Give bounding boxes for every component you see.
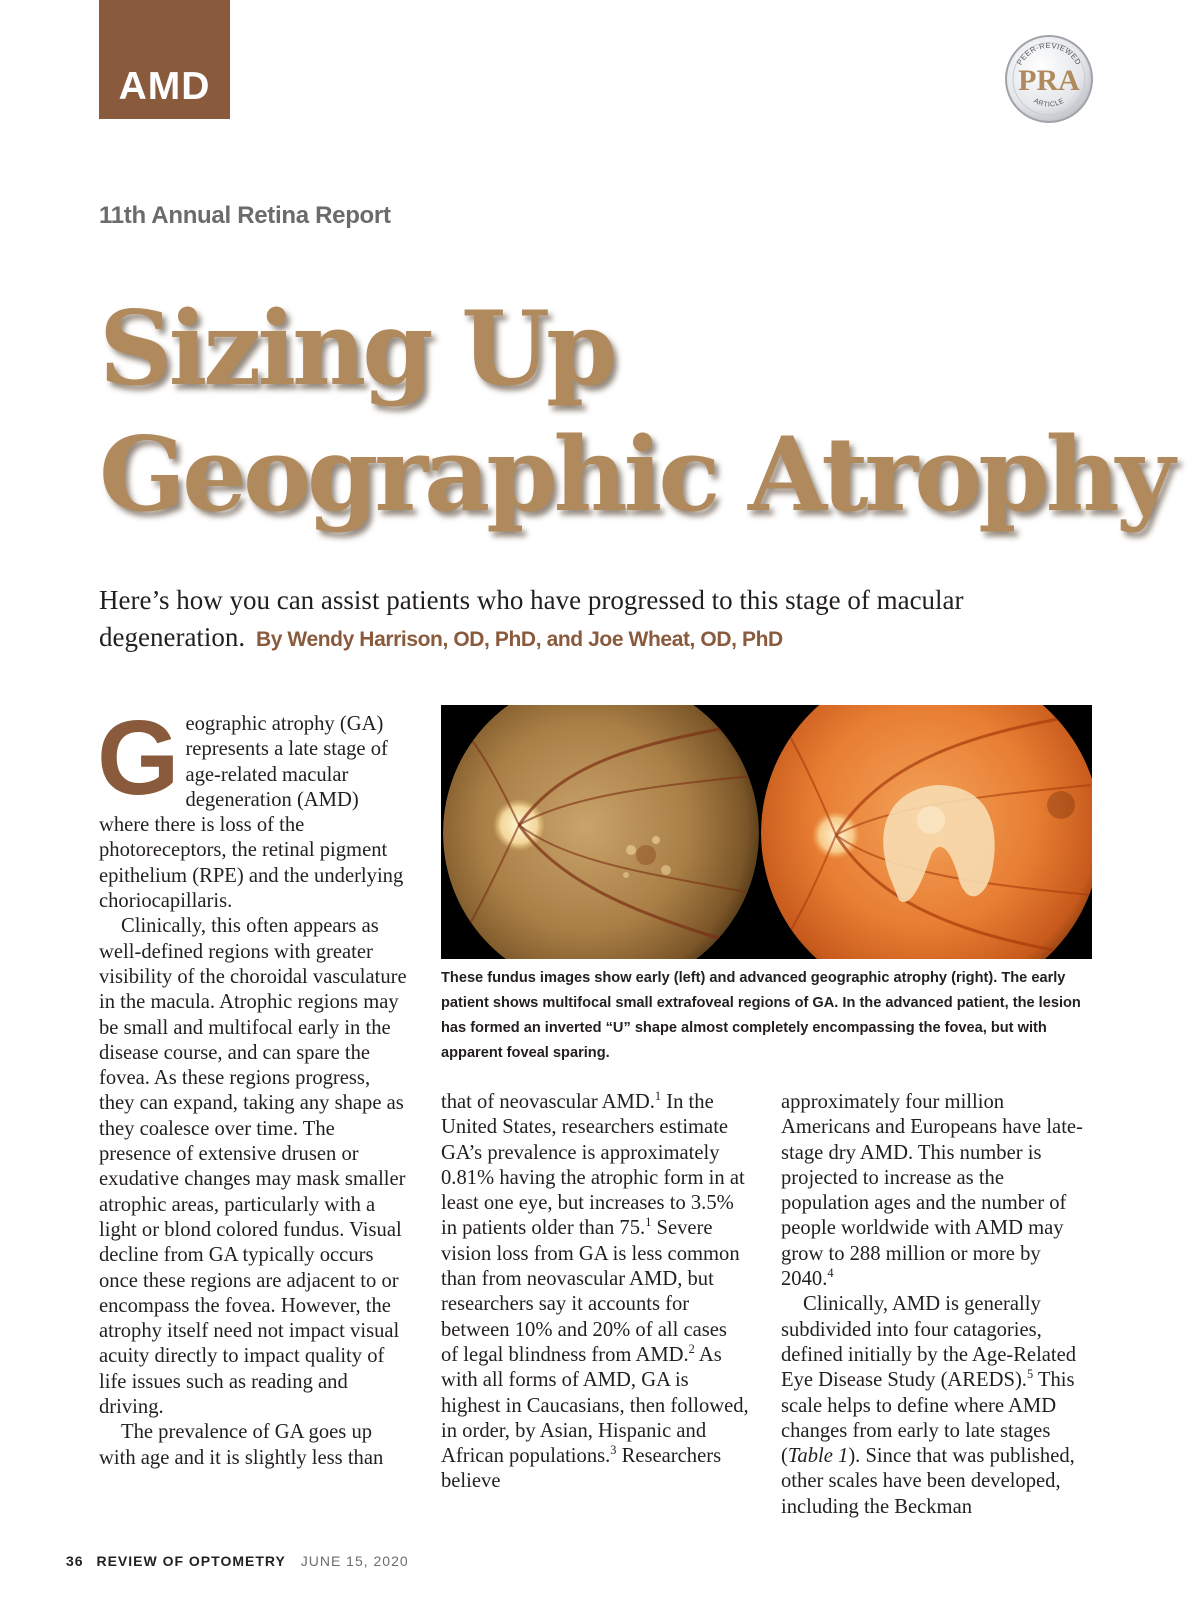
drop-cap: G xyxy=(97,699,180,817)
seal-letters: PRA xyxy=(1018,64,1080,97)
reference-1: 1 xyxy=(654,1089,662,1104)
advanced-ga-fundus-image xyxy=(761,705,1092,959)
paragraph-4: that of neovascular AMD.$^1$ In the United States, researchers estimate GA’s prevalence is approximately 0.81% having the atrophic form in at least one eye, but increases to 3.5% in patients older than 75.$^1$ Severe vision loss from GA is less common than from neovascular AMD, but researchers say it accounts for between 10% and 20% of all cases of legal blindness from AMD.$^2$ As with all forms of AMD, GA is highest in Caucasians, then followed, in order, by Asian, Hispanic and African populations.$^3$ Researchers believe xyxy=(441,1089,749,1493)
reference-5: 5 xyxy=(1026,1367,1034,1382)
paragraph-3: The prevalence of GA goes up with age and it is slightly less than xyxy=(99,1421,384,1469)
headline xyxy=(99,286,1179,538)
page-footer xyxy=(66,1553,409,1569)
paragraph-5: approximately four million Americans and Europeans have late-stage dry AMD. This number is projected to increase as the population ages and the number of people worldwide with AMD may grow to 288 million or more by 2040.$^4$ xyxy=(781,1091,1083,1291)
issue-date: JUNE 15, 2020 xyxy=(300,1553,409,1569)
seal-bottom-text: ARTICLE xyxy=(1032,97,1066,109)
deck-text: Here’s how you can assist patients who have progressed to this stage of macular degeneration. xyxy=(99,585,964,652)
peer-reviewed-seal xyxy=(1004,34,1094,124)
byline: By Wendy Harrison, OD, PhD, and Joe Wheat, OD, PhD xyxy=(255,628,783,651)
magazine-name: REVIEW OF OPTOMETRY xyxy=(96,1553,286,1569)
paragraph-6: Clinically, AMD is generally subdivided into four catagories, defined initially by the Age-Related Eye Disease Study (AREDS).$^5$ This scale helps to define where AMD changes from early to late stages (Table 1). Since that was published, other scales have been developed, including the Beckman xyxy=(781,1293,1077,1518)
table-reference: Table 1 xyxy=(787,1445,849,1468)
body-column-2 xyxy=(441,1090,749,1495)
deck xyxy=(99,582,1099,658)
seal-top-text: PEER-REVIEWED xyxy=(1014,40,1084,67)
section-tab: AMD xyxy=(99,0,230,119)
reference-4: 4 xyxy=(827,1266,834,1281)
headline-line-1: Sizing Up xyxy=(99,289,614,409)
paragraph-2: Clinically, this often appears as well-defined regions with greater visibility of the choroidal vasculature in the macula. Atrophic regions may be small and multifocal early in the disease course, and can spare the fovea. As these regions progress, they can expand, taking any shape as they coalesce over time. The presence of extensive drusen or exudative changes may mask smaller atrophic areas, particularly with a light or blond colored fundus. Visual decline from GA typically occurs once these regions are adjacent to or encompass the fovea. However, the atrophy itself need not impact visual acuity directly to impact quality of life issues such as reading and driving. xyxy=(99,915,407,1419)
reference-1b: 1 xyxy=(645,1215,652,1230)
figure-caption: These fundus images show early (left) and advanced geographic atrophy (right). The early patient shows multifocal small extrafoveal regions of GA. In the advanced patient, the lesion has formed an inverted “U” shape almost completely encompassing the fovea, but with apparent foveal sparing. xyxy=(441,970,1081,1061)
headline-line-2: Geographic Atrophy xyxy=(99,415,1172,535)
page-number: 36 xyxy=(66,1553,84,1569)
fundus-images-figure xyxy=(441,705,1092,959)
report-kicker: 11th Annual Retina Report xyxy=(99,202,391,229)
reference-3: 3 xyxy=(610,1443,617,1458)
reference-2: 2 xyxy=(688,1342,695,1357)
body-column-1 xyxy=(97,699,407,1471)
body-column-3 xyxy=(781,1090,1093,1520)
early-ga-fundus-image xyxy=(443,705,761,959)
paragraph-1: Geographic atrophy (GA) represents a late stage of age-related macular degeneration (AMD) where there is loss of the photoreceptors, the retinal pigment epithelium (RPE) and the underlying choriocapillaris. xyxy=(97,699,404,913)
